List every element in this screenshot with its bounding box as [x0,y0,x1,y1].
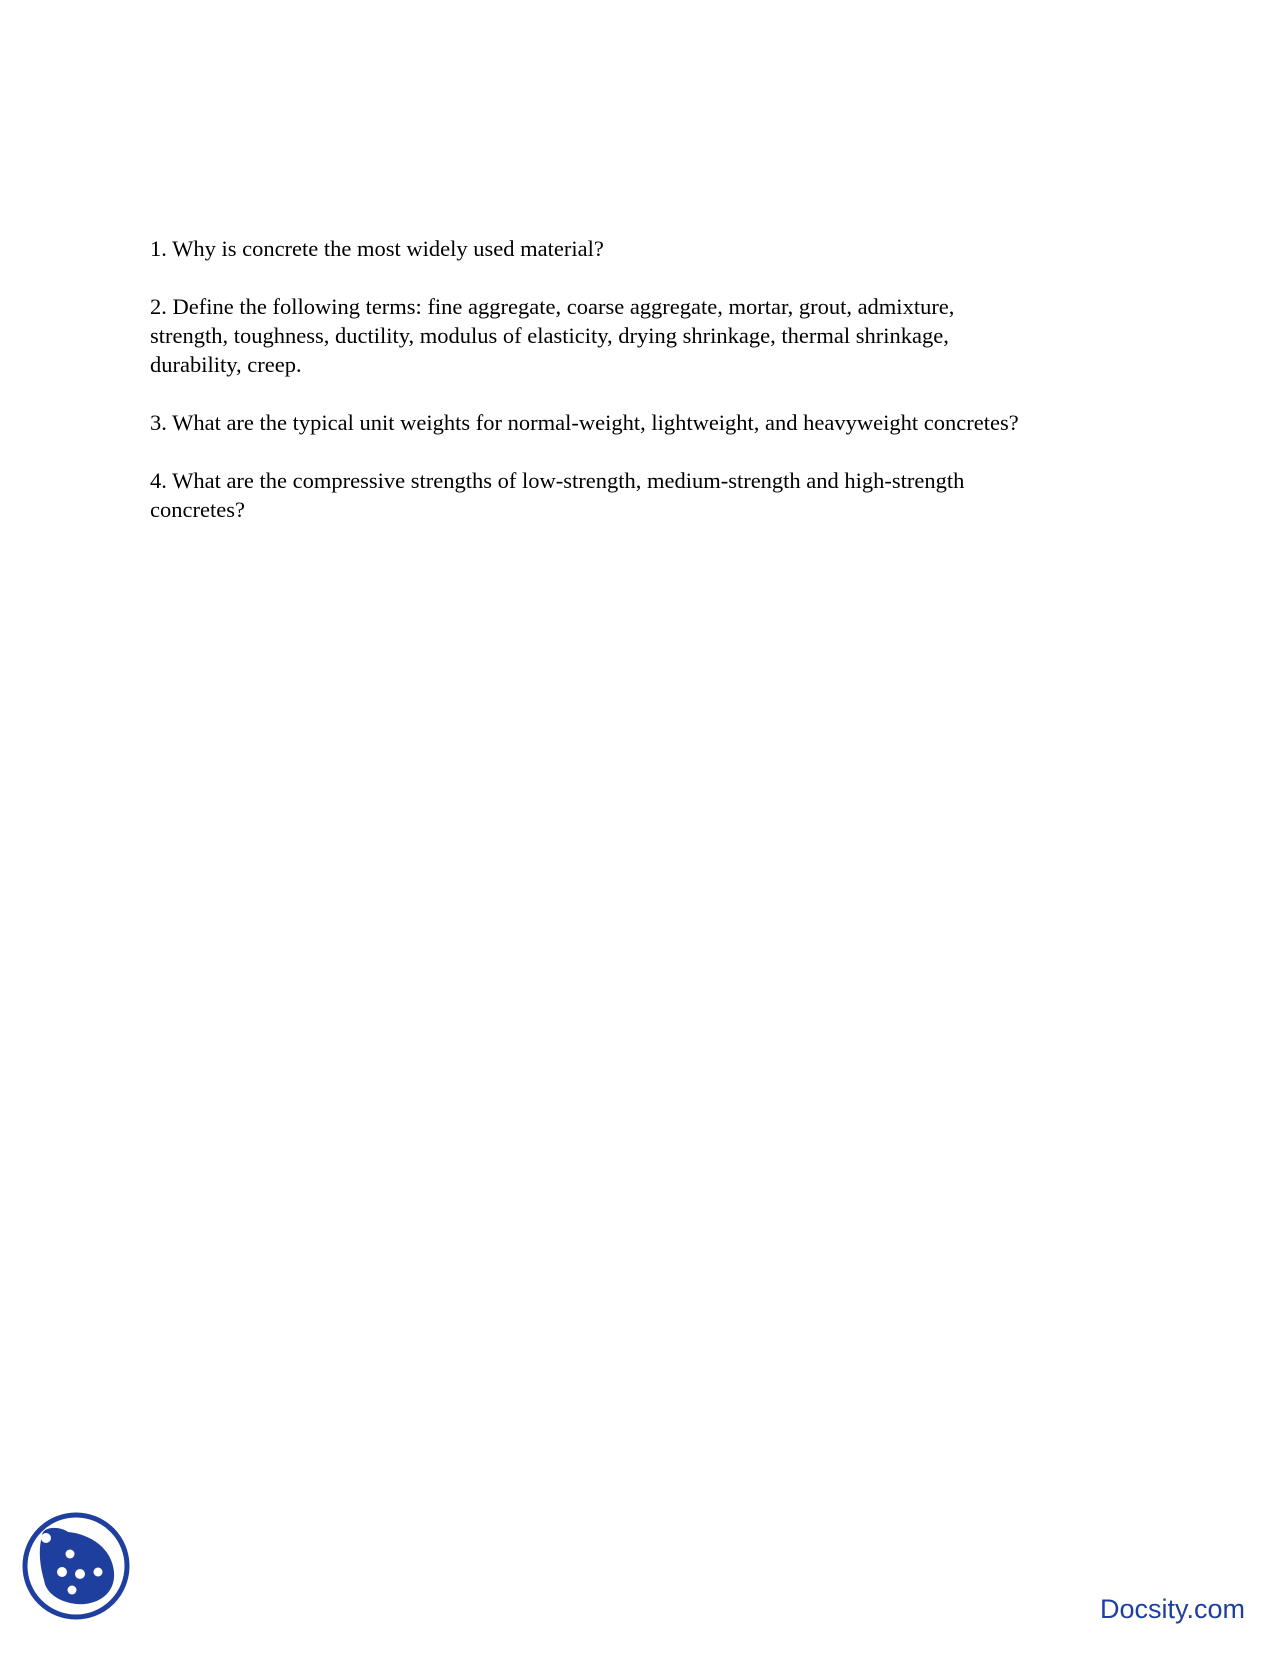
question-1: 1. Why is concrete the most widely used material? [150,236,604,261]
question-3: 3. What are the typical unit weights for normal-weight, lightweight, and heavyweight concretes? [150,410,1019,435]
docsity-brand-link[interactable]: Docsity.com [1100,1594,1246,1624]
question-4: 4. What are the compressive strengths of low-strength, medium-strength and high-strength concretes? [150,468,965,522]
question-2: 2. Define the following terms: fine aggregate, coarse aggregate, mortar, grout, admixture, strength, toughness, ductility, modulus of elasticity, drying shrinkage, thermal shrinkage, durability, creep. [150,294,955,377]
docsity-logo-icon [20,1510,132,1622]
question-list [150,234,1150,553]
